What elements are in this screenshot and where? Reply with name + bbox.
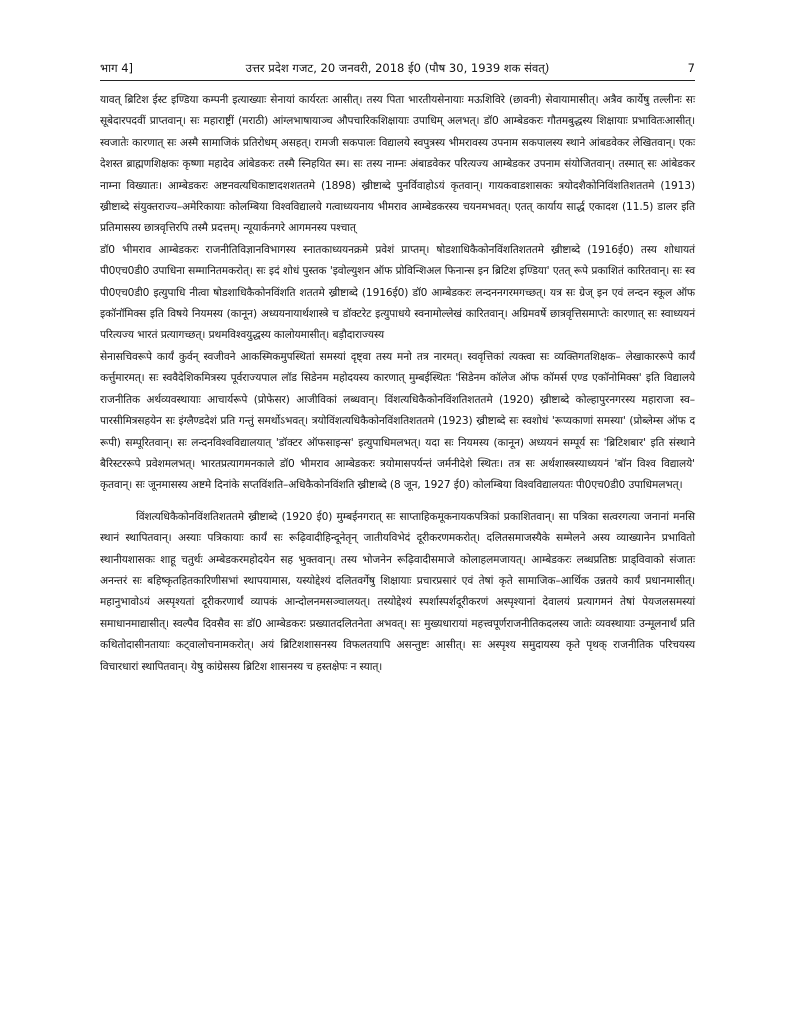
header-part-label: भाग 4] <box>100 61 133 75</box>
document-body <box>100 90 695 678</box>
header-gazette-title: उत्तर प्रदेश गजट, 20 जनवरी, 2018 ई0 (पौष 30, 1939 शक संवत्) <box>245 61 550 75</box>
page-header <box>100 58 695 78</box>
paragraph-2: डॉ0 भीमराव आम्बेडकरः राजनीतिविज्ञानविभागस्य स्नातकाध्ययनक्रमे प्रवेशं प्राप्तम्। षोडशाधिकैकोनविंशतिशततमे ख्रीष्टाब्दे (1916ई0) तस्य शोधायतं पी0एच0डी0 उपाधिना सम्मानितमकरोत्। सः इदं शोधं पुस्तक 'इवोल्युशन ऑफ प्रोविन्शिअल फिनान्स इन ब्रिटिश इण्डिया' एतत् रूपे प्रकाशितं कारितवान्। सः स्व पी0एच0डी0 इत्युपाधि नीत्वा षोडशाधिकैकोनविंशति शततमे ख्रीष्टाब्दे (1916ई0) डॉ0 आम्बेडकरः लन्दननगरमगच्छत्। यत्र सः ग्रेज् इन एवं लन्दन स्कूल ऑफ इकॉनॉमिक्स इति विषये नियमस्य (कानून) अध्ययनायार्थशास्त्रे च डॉक्टरेट इत्युपाधये स्वनामोल्लेखं कारितवान्। अग्रिमवर्षे छात्रवृत्तिसमाप्तेः कारणात् सः स्वाध्ययनं परित्यज्य भारतं प्रत्यागच्छत्। प्रथमविश्वयुद्धस्य कालोयमासीत्। बड़ौदाराज्यस्य <box>100 243 695 342</box>
paragraph-4: विंशत्यधिकैकोनविंशतिशततमे ख्रीष्टाब्दे (1920 ई0) मुम्बईनगरात् सः साप्ताहिकमूकनायकपत्रिकां प्रकाशितवान्। सा पत्रिका सत्वरगत्या जनानां मनसि स्थानं स्थापितवान्। अस्याः पत्रिकायाः कार्यं सः रूढ़िवादीहिन्दूनेतृन् जातीयविभेदं दूरीकरणमकरोत्। दलितसमाजस्यैके सम्मेलने अस्य व्याख्यानेन प्रभावितो स्थानीयशासकः शाहू चतुर्थः अम्बेडकरमहोदयेन सह भुक्तवान्। तस्य भोजनेन रूढ़िवादीसमाजे कोलाहलमजायत्। आम्बेडकरः लब्धप्रतिष्ठः प्राड्विवाको संजातः अनन्तरं सः बहिष्कृतहितकारिणीसभां स्थापयामास, यस्योद्देश्यं दलितवर्गेषु शिक्षायाः प्रचारप्रसारं एवं तेषां कृते सामाजिक–आर्थिक उन्नतये कार्यं प्रधानमासीत्। महानुभावोऽयं अस्पृश्यतां दूरीकरणार्थं व्यापकं आन्दोलनमसञ्चालयत्। तस्योद्देश्यं स्पर्शास्पर्शदूरीकरणं अस्पृश्यानां देवालयं प्रत्यागमनं तेषां पेयजलसमस्यां समाधानमाद्यासीत्। स्वल्पैव दिवसैव सः डॉ0 आम्बेडकरः प्रख्यातदलितनेता अभवत्। सः मुख्यधारायां महत्त्वपूर्णराजनीतिकदलस्य जातेः व्यवस्थायाः उन्मूलनार्थं प्रति कथितोदासीनतायाः कट्वालोचनामकरोत्। अयं ब्रिटिशशासनस्य विफलतयापि असन्तुष्टः आसीत्। सः अस्पृश्य समुदायस्य कृते पृथक् राजनीतिक परिचयस्य विचारधारां स्थापितवान्। येषु कांग्रेसस्य ब्रिटिश शासनस्य च हस्तक्षेपः न स्यात्। <box>100 510 695 673</box>
header-divider <box>100 80 695 81</box>
paragraph-1: यावत् ब्रिटिश ईस्ट इण्डिया कम्पनी इत्याख्याः सेनायां कार्यरतः आसीत्। तस्य पिता भारतीयसेनायाः मऊशिविरे (छावनी) सेवायामासीत्। अत्रैव कार्येषु तल्लीनः सः सूबेदारपदवीं प्राप्तवान्। सः महाराष्ट्रीं (मराठी) आंग्लभाषायाञ्च औपचारिकशिक्षायाः उपाधिम् अलभत्। डॉ0 आम्बेडकरः गौतमबुद्धस्य शिक्षायाः प्रभावितःआसीत्। स्वजातेः कारणात् सः अस्मै सामाजिकं प्रतिरोधम् असहत्। रामजी सकपालः विद्यालये स्वपुत्रस्य भीमरावस्य उपनाम सकपालस्य स्थाने आंबडवेकर लेखितवान्। एकः देशस्त ब्राह्मणशिक्षकः कृष्णा महादेव आंबेडकरः तस्मै स्निहयित स्म। सः तस्य नाम्नः अंबाडवेकर परित्यज्य आम्बेडकर उपनाम संयोजितवान्। तस्मात् सः आंबेडकर नाम्ना विख्यातः। आम्बेडकरः अष्टनवत्यधिकाष्टादशशततमे (1898) ख्रीष्टाब्दे पुनर्विवाहोऽयं कृतवान्। गायकवाडशासकः त्रयोदशैकोनिविंशतिशततमे (1913) ख्रीष्टाब्दे संयुक्तराज्य–अमेरिकायाः कोलम्बिया विश्वविद्यालये गत्वाध्ययनाय भीमराव आम्बेडकरस्य चयनमभवत्। एतत् कार्याय सार्द्ध एकादश (11.5) डालर इति प्रतिमासस्य छात्रवृत्तिरपि तस्मै प्रदत्तम्। न्यूयार्कनगरे आगमनस्य पश्चात् <box>100 94 695 235</box>
header-page-number: 7 <box>687 61 695 75</box>
paragraph-3: सेनासचिवरूपे कार्यं कुर्वन् स्वजीवने आकस्मिकमुपस्थितां समस्यां दृष्ट्वा तस्य मनो तत्र नारमत्। स्ववृत्तिकां त्यक्त्वा सः व्यक्तिगतशिक्षक– लेखाकाररूपे कार्यं कर्त्तुमारमत्। सः स्ववैदेशिकमित्रस्य पूर्वराज्यपाल लॉड सिडेनम महोदयस्य कारणात् मुम्बईस्थितः 'सिडेनम कॉलेज ऑफ कॉमर्स एण्ड एकॉनोमिक्स' इति विद्यालये राजनीतिक अर्थव्यवस्थायाः आचार्यरूपे (प्रोफेसर) आजीविकां लब्धवान्। विंशत्यधिकैकोनविंशतिशततमे (1920) ख्रीष्टाब्दे कोल्हापुरनगरस्य महाराजा स्व– पारसीमित्रसहयेन सः इंग्लैण्डदेशं प्रति गन्तुं समर्थोऽभवत्। त्रयोविंशत्यधिकैकोनविंशतिशततमे (1923) ख्रीष्टाब्दे सः स्वशोधं 'रूप्यकाणां समस्या' (प्रोब्लेम्स ऑफ द रूपी) सम्पूरितवान्। सः लन्दनविश्वविद्यालयात् 'डॉक्टर ऑफसाइन्स' इत्युपाधिमलभत्। यदा सः नियमस्य (कानून) अध्ययनं सम्पूर्य सः 'ब्रिटिशबार' इति संस्थाने बैरिस्टररूपे प्रवेशमलभत्। भारतप्रत्यागमनकाले डॉ0 भीमराव आम्बेडकरः त्रयोमासपर्यन्तं जर्मनीदेशे स्थितः। तत्र सः अर्थशास्त्रस्याध्ययनं 'बॉन विश्व विद्यालये' कृतवान्। सः जूनमासस्य अष्टमे दिनांके सप्तविंशति–अधिकैकोनविंशति ख्रीष्टाब्दे (8 जून, 1927 ई0) कोलम्बिया विश्वविद्यालयतः पी0एच0डी0 उपाधिमलभत्। <box>100 350 695 492</box>
